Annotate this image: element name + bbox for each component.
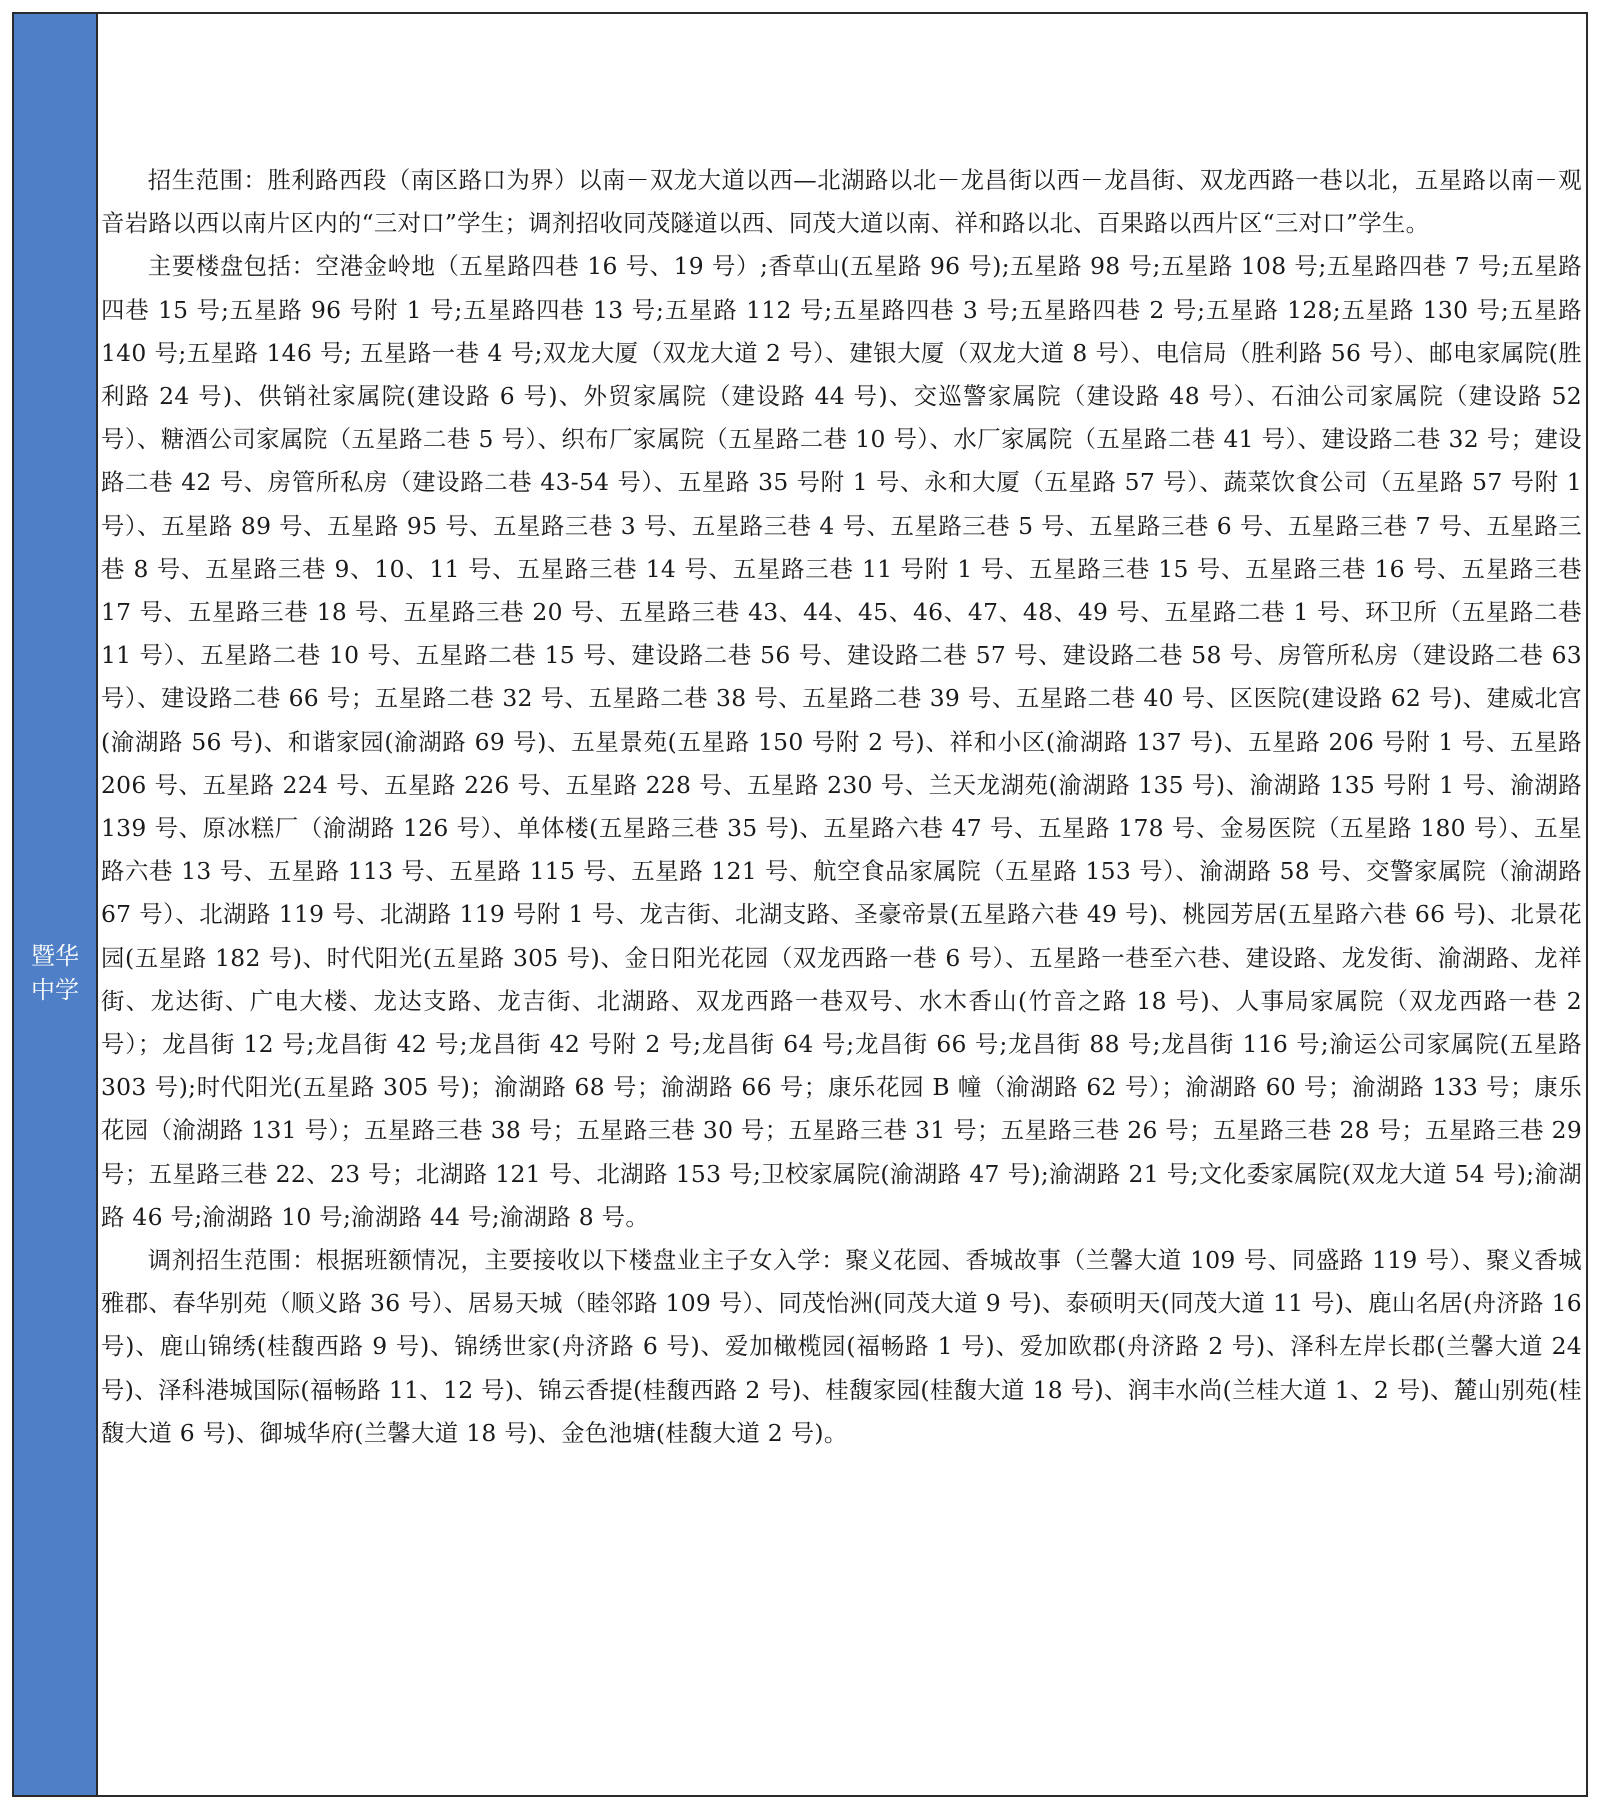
school-name-cell [14,14,98,1795]
enrollment-scope-paragraph: 招生范围：胜利路西段（南区路口为界）以南－双龙大道以西—北湖路以北－龙昌街以西－龙昌街、双龙西路一巷以北，五星路以南－观音岩路以西以南片区内的“三对口”学生；调剂招收同茂隧道以西、同茂大道以南、祥和路以北、百果路以西片区“三对口”学生。 [101,166,1582,238]
admission-content-cell [98,14,1586,1795]
admission-table [12,12,1588,1797]
school-name: 暨华中学 [31,941,79,1004]
adjusted-enrollment-paragraph: 调剂招生范围：根据班额情况，主要接收以下楼盘业主子女入学：聚义花园、香城故事（兰馨大道 109 号、同盛路 119 号）、聚义香城雅郡、春华别苑（顺义路 36 号）、居易天城（睦邻路 109 号）、同茂怡洲(同茂大道 9 号)、泰硕明天(同茂大道 11 号)、鹿山名居(舟济路 16 号)、鹿山锦绣(桂馥西路 9 号)、锦绣世家(舟济路 6 号)、爱加橄榄园(福畅路 1 号)、爱加欧郡(舟济路 2 号)、泽科左岸长郡(兰馨大道 24 号)、泽科港城国际(福畅路 11、12 号)、锦云香提(桂馥西路 2 号)、桂馥家园(桂馥大道 18 号)、润丰水尚(兰桂大道 1、2 号)、麓山别苑(桂馥大道 6 号)、御城华府(兰馨大道 18 号)、金色池塘(桂馥大道 2 号)。 [101,1246,1582,1447]
main-estates-paragraph: 主要楼盘包括：空港金岭地（五星路四巷 16 号、19 号）;香草山(五星路 96 号);五星路 98 号;五星路 108 号;五星路四巷 7 号;五星路四巷 15 号;五星路 96 号附 1 号;五星路四巷 13 号;五星路 112 号;五星路四巷 3 号;五星路四巷 2 号;五星路 128;五星路 130 号;五星路 140 号;五星路 146 号; 五星路一巷 4 号;双龙大厦（双龙大道 2 号）、建银大厦（双龙大道 8 号）、电信局（胜利路 56 号）、邮电家属院(胜利路 24 号)、供销社家属院(建设路 6 号)、外贸家属院（建设路 44 号)、交巡警家属院（建设路 48 号）、石油公司家属院（建设路 52 号）、糖酒公司家属院（五星路二巷 5 号）、织布厂家属院（五星路二巷 10 号）、水厂家属院（五星路二巷 41 号）、建设路二巷 32 号；建设路二巷 42 号、房管所私房（建设路二巷 43-54 号）、五星路 35 号附 1 号、永和大厦（五星路 57 号）、蔬菜饮食公司（五星路 57 号附 1 号）、五星路 89 号、五星路 95 号、五星路三巷 3 号、五星路三巷 4 号、五星路三巷 5 号、五星路三巷 6 号、五星路三巷 7 号、五星路三巷 8 号、五星路三巷 9、10、11 号、五星路三巷 14 号、五星路三巷 11 号附 1 号、五星路三巷 15 号、五星路三巷 16 号、五星路三巷 17 号、五星路三巷 18 号、五星路三巷 20 号、五星路三巷 43、44、45、46、47、48、49 号、五星路二巷 1 号、环卫所（五星路二巷 11 号）、五星路二巷 10 号、五星路二巷 15 号、建设路二巷 56 号、建设路二巷 57 号、建设路二巷 58 号、房管所私房（建设路二巷 63 号）、建设路二巷 66 号；五星路二巷 32 号、五星路二巷 38 号、五星路二巷 39 号、五星路二巷 40 号、区医院(建设路 62 号)、建威北宫(渝湖路 56 号)、和谐家园(渝湖路 69 号)、五星景苑(五星路 150 号附 2 号)、祥和小区(渝湖路 137 号)、五星路 206 号附 1 号、五星路 206 号、五星路 224 号、五星路 226 号、五星路 228 号、五星路 230 号、兰天龙湖苑(渝湖路 135 号)、渝湖路 135 号附 1 号、渝湖路 139 号、原冰糕厂（渝湖路 126 号）、单体楼(五星路三巷 35 号)、五星路六巷 47 号、五星路 178 号、金易医院（五星路 180 号）、五星路六巷 13 号、五星路 113 号、五星路 115 号、五星路 121 号、航空食品家属院（五星路 153 号）、渝湖路 58 号、交警家属院（渝湖路 67 号）、北湖路 119 号、北湖路 119 号附 1 号、龙吉街、北湖支路、圣豪帝景(五星路六巷 49 号)、桃园芳居(五星路六巷 66 号)、北景花园(五星路 182 号)、时代阳光(五星路 305 号)、金日阳光花园（双龙西路一巷 6 号）、五星路一巷至六巷、建设路、龙发街、渝湖路、龙祥街、龙达街、广电大楼、龙达支路、龙吉街、北湖路、双龙西路一巷双号、水木香山(竹音之路 18 号)、人事局家属院（双龙西路一巷 2 号）；龙昌街 12 号;龙昌街 42 号;龙昌街 42 号附 2 号;龙昌街 64 号;龙昌街 66 号;龙昌街 88 号;龙昌街 116 号;渝运公司家属院(五星路 303 号);时代阳光(五星路 305 号)；渝湖路 68 号；渝湖路 66 号；康乐花园 B 幢（渝湖路 62 号）；渝湖路 60 号；渝湖路 133 号；康乐花园（渝湖路 131 号）；五星路三巷 38 号；五星路三巷 30 号；五星路三巷 31 号；五星路三巷 26 号；五星路三巷 28 号；五星路三巷 29 号；五星路三巷 22、23 号；北湖路 121 号、北湖路 153 号;卫校家属院(渝湖路 47 号);渝湖路 21 号;文化委家属院(双龙大道 54 号);渝湖路 46 号;渝湖路 10 号;渝湖路 44 号;渝湖路 8 号。 [101,252,1582,1231]
